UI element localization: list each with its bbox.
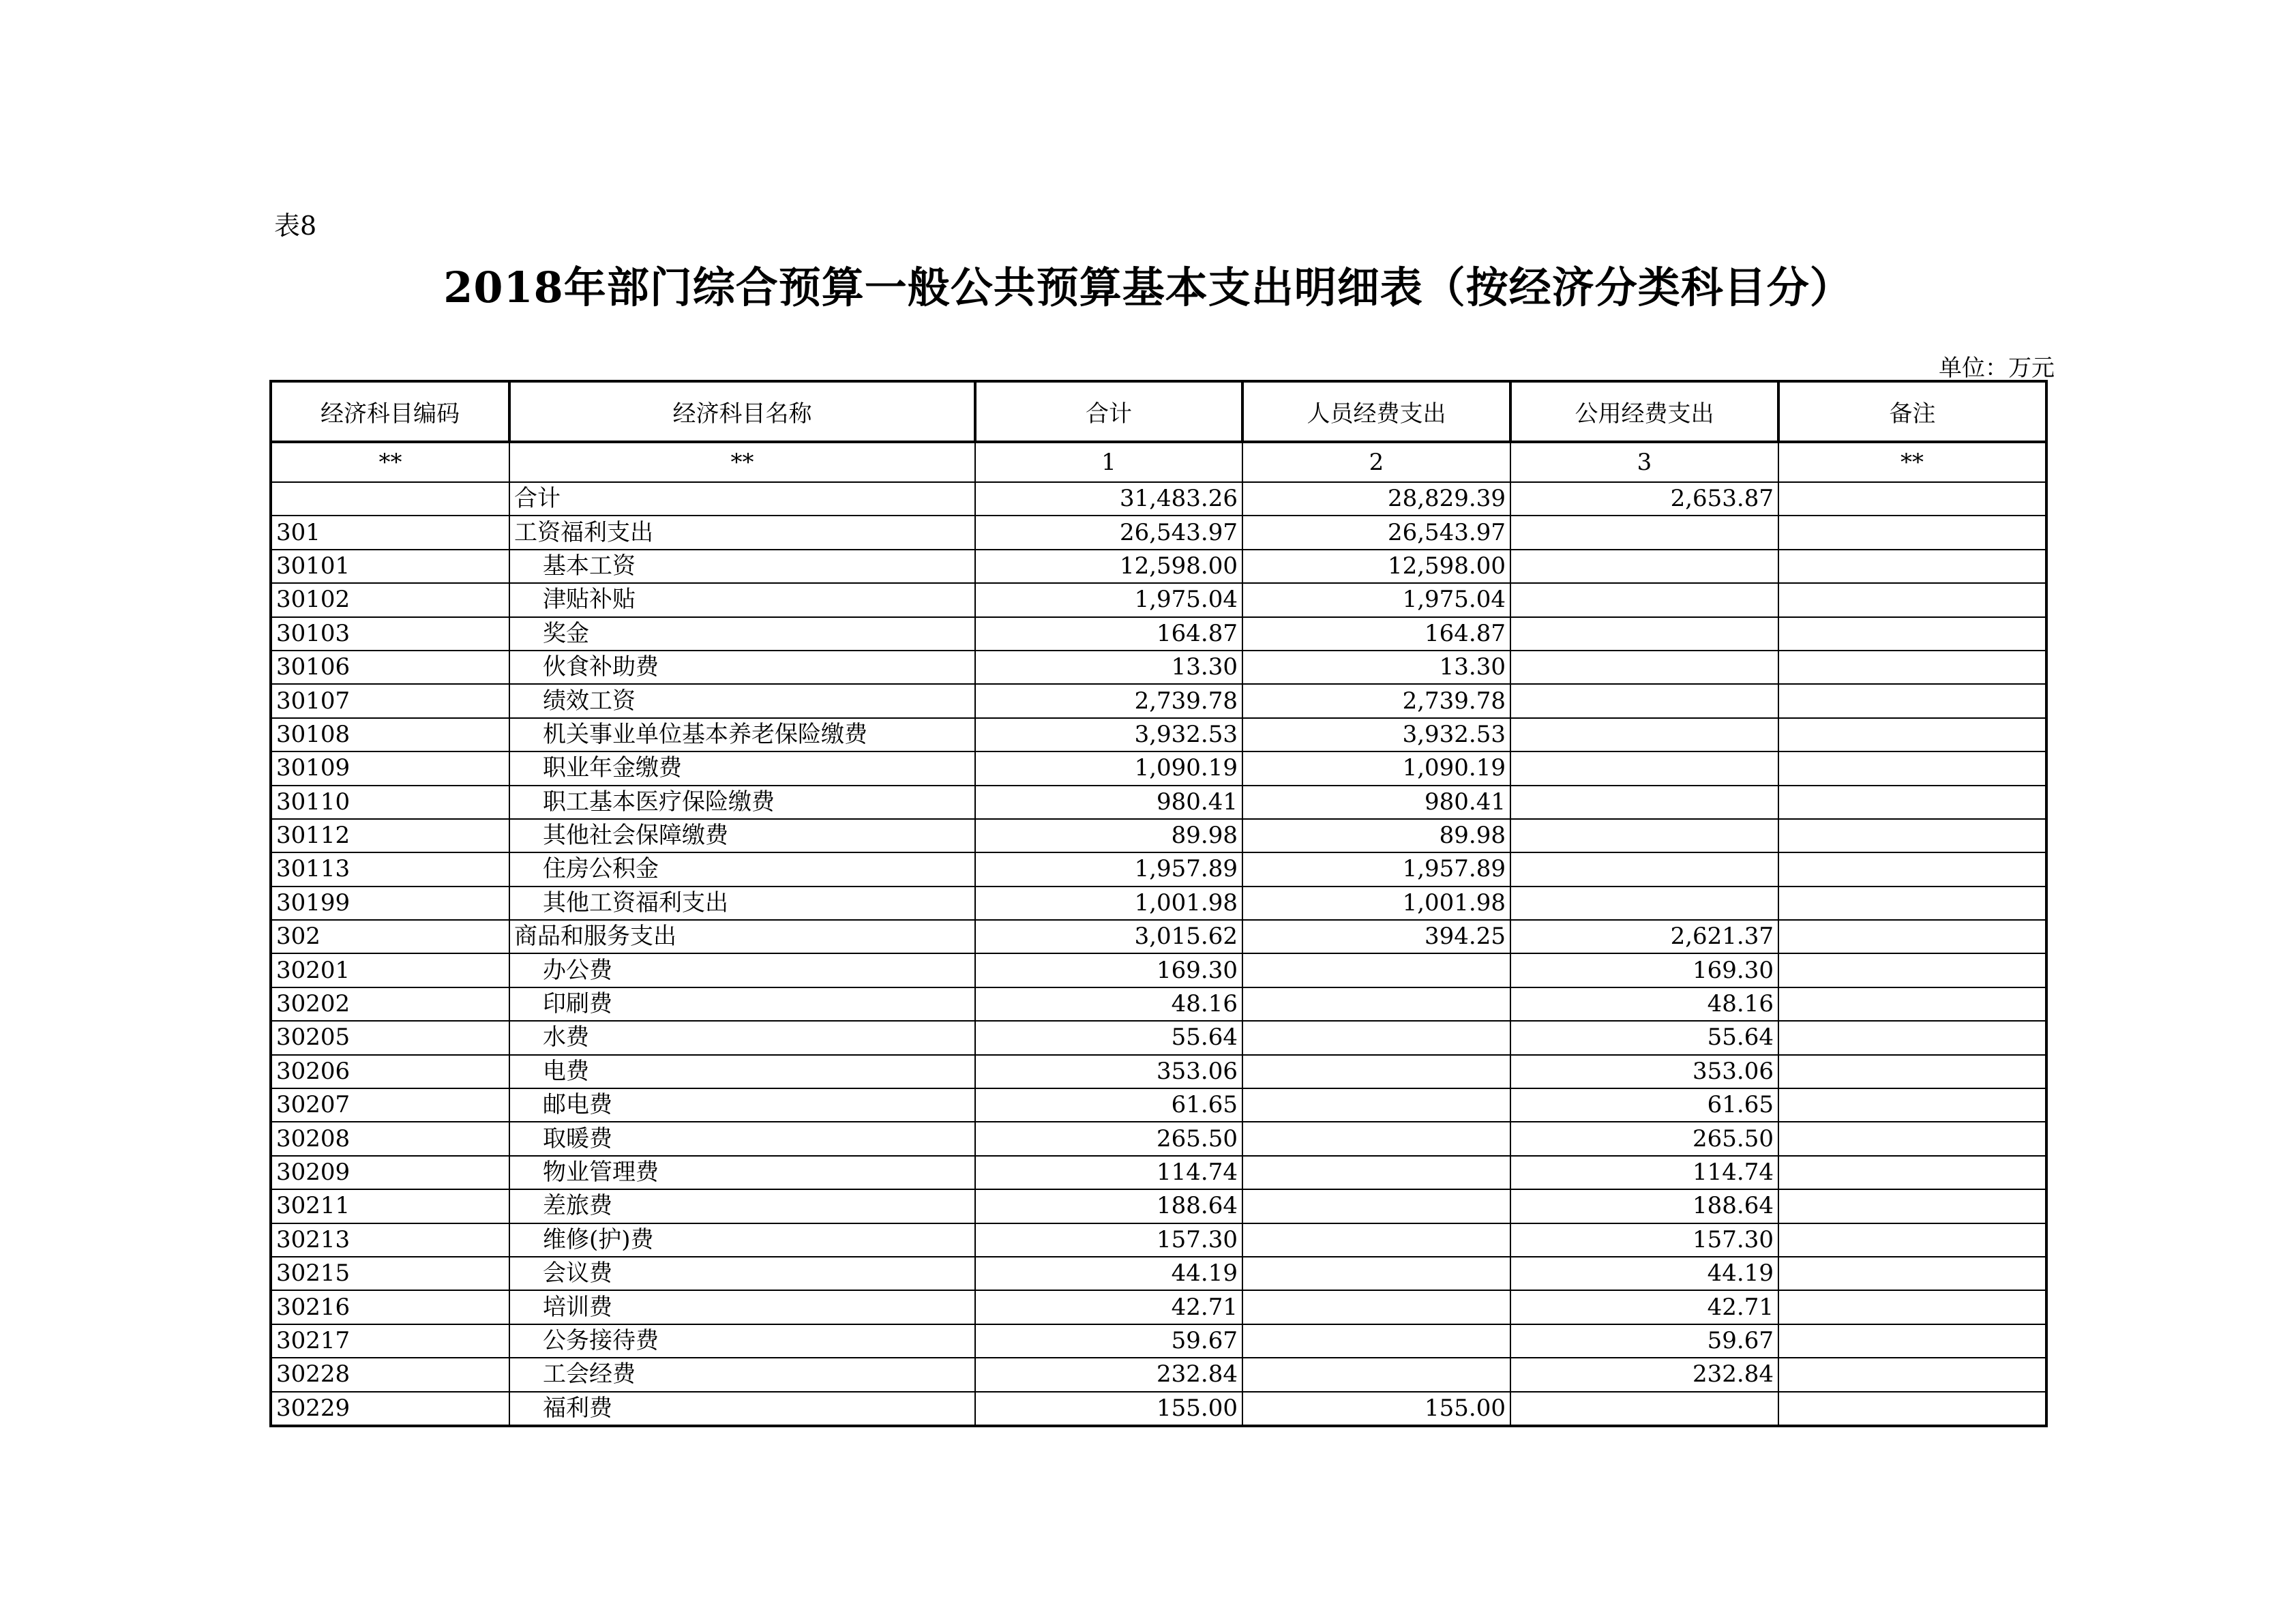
header-personnel: 人员经费支出: [1242, 381, 1510, 442]
cell-note: [1778, 1324, 2046, 1358]
cell-personnel: 28,829.39: [1242, 482, 1510, 516]
cell-personnel: 155.00: [1242, 1392, 1510, 1426]
cell-name: 会议费: [509, 1257, 975, 1290]
cell-personnel: 394.25: [1242, 920, 1510, 953]
cell-code: 30208: [271, 1122, 509, 1155]
cell-name: 住房公积金: [509, 852, 975, 886]
mark-code: **: [271, 442, 509, 482]
cell-personnel: 13.30: [1242, 651, 1510, 684]
cell-total: 164.87: [975, 617, 1242, 651]
cell-public: [1510, 887, 1778, 920]
cell-name: 其他社会保障缴费: [509, 819, 975, 852]
cell-public: 42.71: [1510, 1290, 1778, 1324]
table-row: [271, 887, 2046, 920]
cell-name: 商品和服务支出: [509, 920, 975, 953]
cell-public: 59.67: [1510, 1324, 1778, 1358]
cell-code: 30101: [271, 550, 509, 583]
table-row: [271, 1021, 2046, 1054]
cell-note: [1778, 1189, 2046, 1223]
cell-name: 机关事业单位基本养老保险缴费: [509, 718, 975, 751]
header-note: 备注: [1778, 381, 2046, 442]
cell-name: 工资福利支出: [509, 516, 975, 549]
cell-note: [1778, 819, 2046, 852]
cell-code: 301: [271, 516, 509, 549]
cell-name: 伙食补助费: [509, 651, 975, 684]
cell-total: 3,932.53: [975, 718, 1242, 751]
cell-public: 188.64: [1510, 1189, 1778, 1223]
table-row: [271, 1055, 2046, 1088]
cell-public: 2,653.87: [1510, 482, 1778, 516]
cell-total: 157.30: [975, 1223, 1242, 1257]
cell-code: 30205: [271, 1021, 509, 1054]
cell-note: [1778, 1358, 2046, 1391]
header-row: [271, 381, 2046, 442]
header-public: 公用经费支出: [1510, 381, 1778, 442]
mark-public: 3: [1510, 442, 1778, 482]
cell-public: [1510, 819, 1778, 852]
cell-name: 电费: [509, 1055, 975, 1088]
cell-public: [1510, 651, 1778, 684]
cell-name: 福利费: [509, 1392, 975, 1426]
cell-note: [1778, 1021, 2046, 1054]
cell-total: 42.71: [975, 1290, 1242, 1324]
cell-note: [1778, 1088, 2046, 1122]
cell-note: [1778, 617, 2046, 651]
cell-personnel: 26,543.97: [1242, 516, 1510, 549]
cell-total: 1,001.98: [975, 887, 1242, 920]
cell-total: 169.30: [975, 953, 1242, 987]
table-row: [271, 516, 2046, 549]
table-row: [271, 617, 2046, 651]
cell-public: 232.84: [1510, 1358, 1778, 1391]
cell-public: 44.19: [1510, 1257, 1778, 1290]
table-row: [271, 987, 2046, 1021]
cell-personnel: 164.87: [1242, 617, 1510, 651]
table-row: [271, 583, 2046, 616]
cell-code: 30106: [271, 651, 509, 684]
cell-code: 30206: [271, 1055, 509, 1088]
cell-public: [1510, 751, 1778, 785]
cell-note: [1778, 1156, 2046, 1189]
cell-total: 3,015.62: [975, 920, 1242, 953]
cell-name: 工会经费: [509, 1358, 975, 1391]
cell-code: 302: [271, 920, 509, 953]
cell-total: 89.98: [975, 819, 1242, 852]
cell-code: 30103: [271, 617, 509, 651]
cell-personnel: 12,598.00: [1242, 550, 1510, 583]
cell-name: 水费: [509, 1021, 975, 1054]
cell-total: 48.16: [975, 987, 1242, 1021]
cell-total: 13.30: [975, 651, 1242, 684]
cell-name: 合计: [509, 482, 975, 516]
cell-name: 奖金: [509, 617, 975, 651]
cell-public: [1510, 550, 1778, 583]
cell-personnel: [1242, 1223, 1510, 1257]
cell-total: 31,483.26: [975, 482, 1242, 516]
cell-name: 公务接待费: [509, 1324, 975, 1358]
cell-personnel: 1,090.19: [1242, 751, 1510, 785]
cell-public: 265.50: [1510, 1122, 1778, 1155]
cell-note: [1778, 550, 2046, 583]
table-row: [271, 1257, 2046, 1290]
table-row: [271, 1290, 2046, 1324]
table-row: [271, 852, 2046, 886]
cell-note: [1778, 751, 2046, 785]
cell-name: 印刷费: [509, 987, 975, 1021]
cell-code: 30202: [271, 987, 509, 1021]
cell-note: [1778, 1122, 2046, 1155]
cell-name: 津贴补贴: [509, 583, 975, 616]
cell-public: 157.30: [1510, 1223, 1778, 1257]
cell-total: 61.65: [975, 1088, 1242, 1122]
cell-code: 30107: [271, 684, 509, 717]
cell-personnel: [1242, 1358, 1510, 1391]
cell-code: 30215: [271, 1257, 509, 1290]
cell-name: 维修(护)费: [509, 1223, 975, 1257]
cell-personnel: [1242, 1257, 1510, 1290]
mark-total: 1: [975, 442, 1242, 482]
cell-code: 30228: [271, 1358, 509, 1391]
cell-note: [1778, 1223, 2046, 1257]
cell-note: [1778, 887, 2046, 920]
cell-public: [1510, 852, 1778, 886]
cell-note: [1778, 516, 2046, 549]
cell-note: [1778, 583, 2046, 616]
table-row: [271, 1122, 2046, 1155]
table-row: [271, 1088, 2046, 1122]
cell-code: 30216: [271, 1290, 509, 1324]
cell-personnel: [1242, 953, 1510, 987]
cell-total: 114.74: [975, 1156, 1242, 1189]
cell-code: 30112: [271, 819, 509, 852]
cell-code: [271, 482, 509, 516]
cell-code: 30108: [271, 718, 509, 751]
cell-personnel: [1242, 1189, 1510, 1223]
header-code: 经济科目编码: [271, 381, 509, 442]
cell-code: 30211: [271, 1189, 509, 1223]
cell-total: 26,543.97: [975, 516, 1242, 549]
cell-total: 1,957.89: [975, 852, 1242, 886]
cell-note: [1778, 482, 2046, 516]
cell-code: 30229: [271, 1392, 509, 1426]
cell-personnel: 89.98: [1242, 819, 1510, 852]
cell-name: 邮电费: [509, 1088, 975, 1122]
cell-public: 2,621.37: [1510, 920, 1778, 953]
cell-note: [1778, 718, 2046, 751]
cell-total: 155.00: [975, 1392, 1242, 1426]
cell-personnel: [1242, 1088, 1510, 1122]
table-row: [271, 819, 2046, 852]
cell-total: 232.84: [975, 1358, 1242, 1391]
cell-name: 差旅费: [509, 1189, 975, 1223]
cell-public: [1510, 617, 1778, 651]
table-row: [271, 751, 2046, 785]
column-index-row: [271, 442, 2046, 482]
cell-note: [1778, 920, 2046, 953]
cell-personnel: [1242, 1122, 1510, 1155]
cell-personnel: 1,975.04: [1242, 583, 1510, 616]
table-row: [271, 684, 2046, 717]
cell-code: 30217: [271, 1324, 509, 1358]
cell-public: 55.64: [1510, 1021, 1778, 1054]
cell-name: 其他工资福利支出: [509, 887, 975, 920]
cell-total: 980.41: [975, 786, 1242, 819]
cell-total: 55.64: [975, 1021, 1242, 1054]
cell-name: 取暖费: [509, 1122, 975, 1155]
cell-total: 44.19: [975, 1257, 1242, 1290]
cell-personnel: [1242, 1055, 1510, 1088]
cell-personnel: 2,739.78: [1242, 684, 1510, 717]
table-row: [271, 1223, 2046, 1257]
cell-public: [1510, 786, 1778, 819]
cell-personnel: 3,932.53: [1242, 718, 1510, 751]
cell-personnel: 1,001.98: [1242, 887, 1510, 920]
table-row: [271, 920, 2046, 953]
cell-personnel: 1,957.89: [1242, 852, 1510, 886]
cell-personnel: [1242, 1021, 1510, 1054]
cell-note: [1778, 953, 2046, 987]
cell-total: 59.67: [975, 1324, 1242, 1358]
cell-total: 1,090.19: [975, 751, 1242, 785]
cell-public: 61.65: [1510, 1088, 1778, 1122]
cell-name: 绩效工资: [509, 684, 975, 717]
cell-name: 基本工资: [509, 550, 975, 583]
cell-personnel: [1242, 1290, 1510, 1324]
cell-code: 30113: [271, 852, 509, 886]
cell-public: [1510, 583, 1778, 616]
table-row: [271, 1358, 2046, 1391]
cell-code: 30109: [271, 751, 509, 785]
cell-name: 培训费: [509, 1290, 975, 1324]
cell-note: [1778, 852, 2046, 886]
cell-note: [1778, 684, 2046, 717]
cell-total: 188.64: [975, 1189, 1242, 1223]
cell-note: [1778, 1055, 2046, 1088]
cell-total: 2,739.78: [975, 684, 1242, 717]
table-row: [271, 1324, 2046, 1358]
cell-name: 职工基本医疗保险缴费: [509, 786, 975, 819]
table-body: [271, 482, 2046, 1426]
mark-personnel: 2: [1242, 442, 1510, 482]
cell-name: 办公费: [509, 953, 975, 987]
cell-public: 114.74: [1510, 1156, 1778, 1189]
table-row: [271, 1156, 2046, 1189]
table-row: [271, 1189, 2046, 1223]
cell-public: 48.16: [1510, 987, 1778, 1021]
cell-note: [1778, 1257, 2046, 1290]
cell-name: 物业管理费: [509, 1156, 975, 1189]
table-row: [271, 482, 2046, 516]
cell-code: 30209: [271, 1156, 509, 1189]
cell-note: [1778, 987, 2046, 1021]
cell-total: 265.50: [975, 1122, 1242, 1155]
cell-public: [1510, 516, 1778, 549]
cell-name: 职业年金缴费: [509, 751, 975, 785]
table-row: [271, 1392, 2046, 1426]
unit-label: 单位：万元: [1939, 355, 2055, 382]
cell-public: [1510, 718, 1778, 751]
table-row: [271, 651, 2046, 684]
cell-code: 30201: [271, 953, 509, 987]
table-row: [271, 550, 2046, 583]
cell-personnel: 980.41: [1242, 786, 1510, 819]
cell-note: [1778, 651, 2046, 684]
budget-table: [269, 380, 2048, 1427]
cell-code: 30110: [271, 786, 509, 819]
header-total: 合计: [975, 381, 1242, 442]
cell-note: [1778, 1392, 2046, 1426]
cell-total: 353.06: [975, 1055, 1242, 1088]
cell-public: [1510, 684, 1778, 717]
cell-public: 169.30: [1510, 953, 1778, 987]
page-title: 2018年部门综合预算一般公共预算基本支出明细表（按经济分类科目分）: [443, 263, 1853, 312]
cell-note: [1778, 1290, 2046, 1324]
cell-personnel: [1242, 1156, 1510, 1189]
cell-public: [1510, 1392, 1778, 1426]
cell-personnel: [1242, 987, 1510, 1021]
table-number: 表8: [274, 211, 317, 241]
table-row: [271, 718, 2046, 751]
cell-code: 30213: [271, 1223, 509, 1257]
table-row: [271, 786, 2046, 819]
mark-note: **: [1778, 442, 2046, 482]
mark-name: **: [509, 442, 975, 482]
cell-code: 30102: [271, 583, 509, 616]
cell-personnel: [1242, 1324, 1510, 1358]
cell-code: 30199: [271, 887, 509, 920]
header-name: 经济科目名称: [509, 381, 975, 442]
cell-public: 353.06: [1510, 1055, 1778, 1088]
cell-total: 12,598.00: [975, 550, 1242, 583]
cell-note: [1778, 786, 2046, 819]
cell-code: 30207: [271, 1088, 509, 1122]
table-row: [271, 953, 2046, 987]
cell-total: 1,975.04: [975, 583, 1242, 616]
